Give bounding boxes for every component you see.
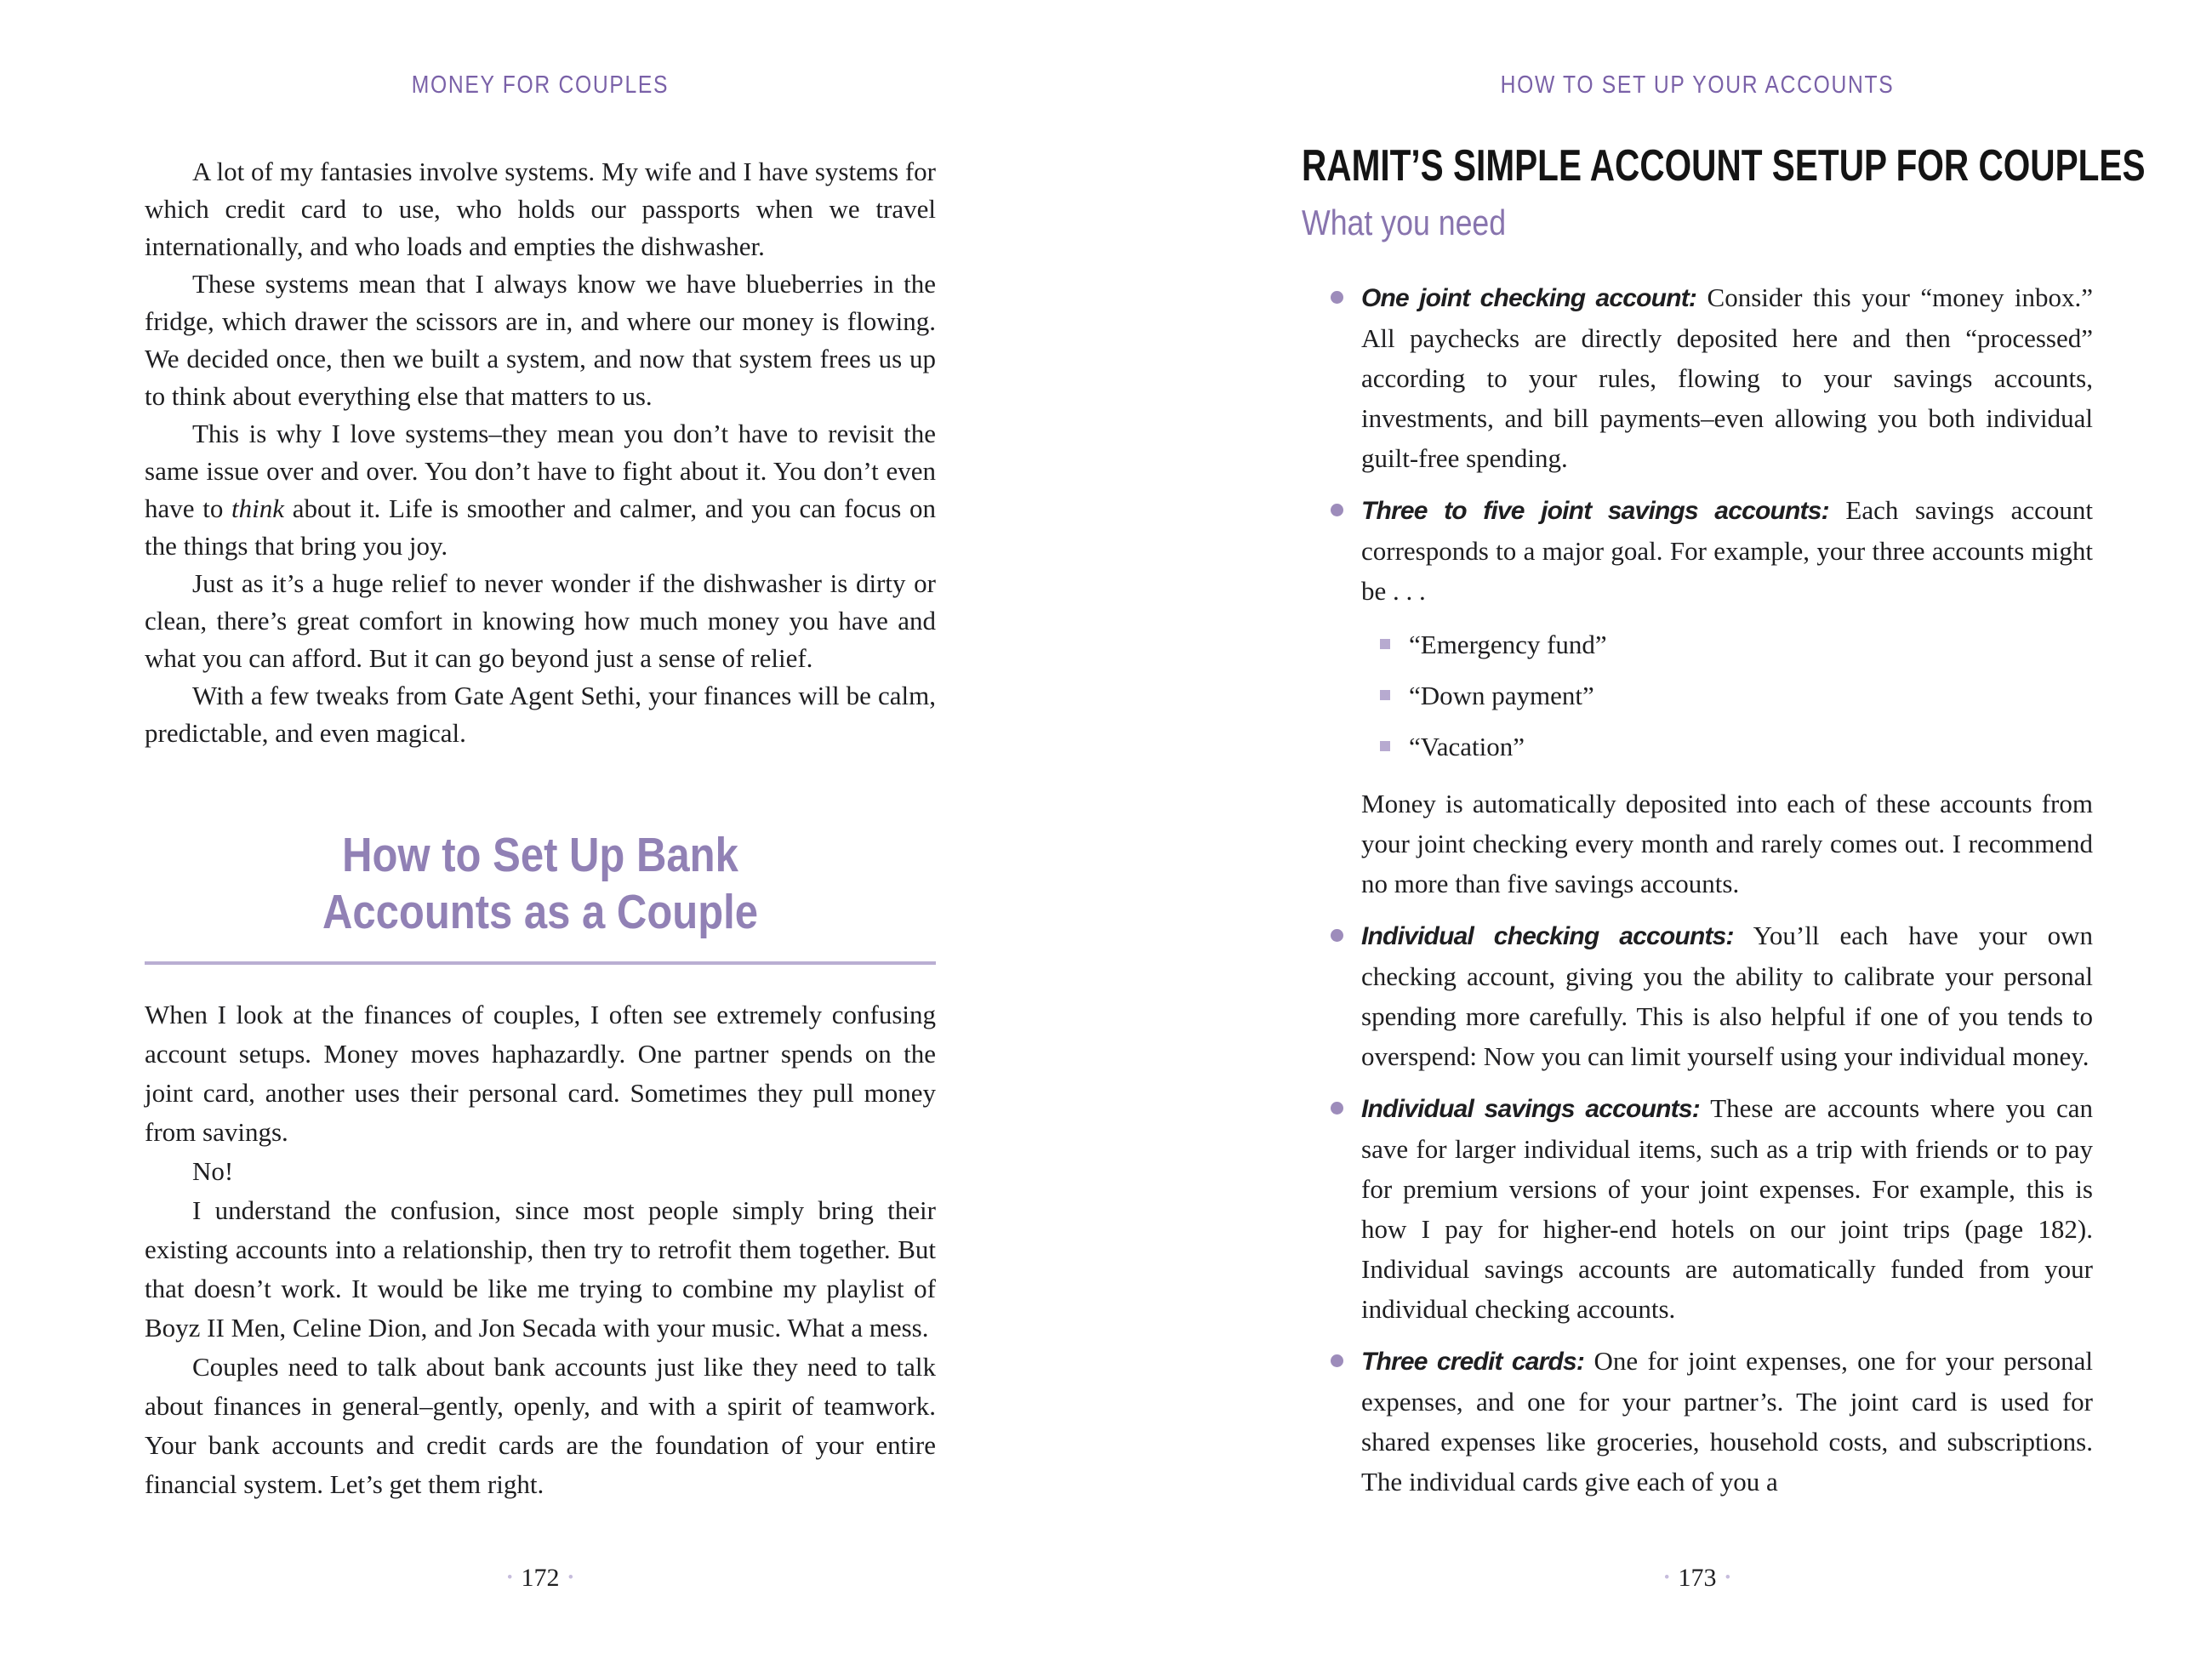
left-intro-text — [145, 153, 936, 752]
right-page — [1302, 0, 2146, 1659]
bullet-icon — [1331, 1354, 1343, 1367]
bullet-lead: Three to five joint savings accounts: — [1361, 497, 1829, 525]
bullet-body: Each savings account corresponds to a major goal. For example, your three accounts might be . . . — [1361, 495, 2093, 606]
left-page — [145, 0, 936, 1659]
bullet-body: Consider this your “money inbox.” All paychecks are directly deposited here and then “processed” according to your rules, flowing to your savings accounts, investments, and bill payments–even allowing you both individual guilt-free spending. — [1361, 282, 2093, 473]
sub-bullet-text: “Down payment” — [1409, 681, 1594, 710]
list-item — [1409, 624, 2093, 664]
chapter-title-line1: How to Set Up Bank — [342, 828, 738, 882]
bullet-icon — [1331, 504, 1343, 516]
paragraph: With a few tweaks from Gate Agent Sethi, your finances will be calm, predictable, and even magical. — [145, 681, 936, 748]
bullet-lead: Individual savings accounts: — [1361, 1095, 1700, 1123]
page-number: 172 — [521, 1564, 560, 1592]
square-bullet-icon — [1380, 639, 1390, 649]
bullet-text — [1361, 277, 2093, 478]
square-bullet-icon — [1380, 741, 1390, 751]
paragraph-text: about it. Life is smoother and calmer, and you can focus on the things that bring you joy. — [145, 493, 937, 561]
bullet-lead: Three credit cards: — [1361, 1348, 1585, 1376]
bullet-icon — [1331, 291, 1343, 304]
sub-bullet-text: “Emergency fund” — [1409, 630, 1607, 659]
folio-dot-icon: • — [1663, 1569, 1670, 1587]
bullet-lead: Individual checking accounts: — [1361, 922, 1734, 950]
italic-word: think — [231, 493, 285, 523]
paragraph — [145, 415, 936, 565]
paragraph: Couples need to talk about bank accounts just like they need to talk about finances in general–gently, openly, and with a spirit of teamwork. Your bank accounts and credit cards are the foundation of your entire financial system. Let’s get them right. — [145, 1352, 936, 1499]
bullet-body: One for joint expenses, one for your personal expenses, and one for your partner’s. The joint card is used for shared expenses like groceries, household costs, and subscriptions. The individual cards give each of you a — [1361, 1346, 2093, 1497]
paragraph: I understand the confusion, since most people simply bring their existing accounts into a relationship, then try to retrofit them together. But that doesn’t work. It would be like me trying to combine my playlist of Boyz II Men, Celine Dion, and Jon Secada with your music. What a mess. — [145, 1195, 936, 1343]
left-page-number — [145, 1564, 936, 1593]
folio-dot-icon: • — [506, 1569, 513, 1587]
list-item — [1361, 490, 2093, 904]
list-item — [1361, 1088, 2093, 1329]
folio-dot-icon: • — [1725, 1569, 1731, 1587]
paragraph: These systems mean that I always know we have blueberries in the fridge, which drawer the scissors are in, and where our money is flowing. We decided once, then we built a system, and now that system frees us up to think about everything else that matters to us. — [145, 269, 936, 411]
list-item — [1361, 1341, 2093, 1502]
bullet-text — [1361, 490, 2093, 611]
bullet-body: These are accounts where you can save for larger individual items, such as a trip with friends or to pay for premium versions of your joint expenses. For example, this is how I pay for higher-end hotels on our joint trips (page 182). Individual savings accounts are automatically funded from your individual checking accounts. — [1361, 1093, 2093, 1324]
list-item — [1409, 727, 2093, 767]
page-number: 173 — [1678, 1564, 1717, 1592]
right-running-head — [1302, 71, 2093, 99]
bullet-text — [1361, 1341, 2093, 1502]
bullet-continuation: Money is automatically deposited into each of these accounts from your joint checking every month and rarely comes out. I recommend no more than five savings accounts. — [1361, 789, 2093, 898]
section-title — [1302, 141, 2146, 191]
account-setup-list — [1302, 277, 2093, 1502]
bullet-icon — [1331, 1102, 1343, 1115]
bullet-lead: One joint checking account: — [1361, 284, 1697, 312]
sub-bullet-text: “Vacation” — [1409, 732, 1525, 761]
list-item — [1361, 277, 2093, 478]
section-title-text: RAMIT’S SIMPLE ACCOUNT SETUP FOR COUPLES — [1302, 141, 2146, 191]
right-page-number — [1302, 1564, 2093, 1593]
bullet-text — [1361, 1088, 2093, 1329]
savings-examples-list — [1361, 624, 2093, 767]
subsection-title-text: What you need — [1302, 202, 1507, 242]
section-divider — [145, 961, 936, 965]
left-section-text — [145, 995, 936, 1504]
folio-dot-icon: • — [567, 1569, 574, 1587]
chapter-title-line2: Accounts as a Couple — [322, 885, 759, 939]
right-running-head-text: HOW TO SET UP YOUR ACCOUNTS — [1500, 71, 1895, 99]
paragraph: A lot of my fantasies involve systems. My wife and I have systems for which credit card to use, who holds our passports when we travel internationally, and who loads and empties the dishwasher. — [145, 157, 936, 261]
list-item — [1409, 676, 2093, 715]
chapter-title — [145, 827, 936, 941]
paragraph-text: This is why I love systems–they mean you don’t have to revisit the same issue over and over. You don’t have to fight about it. You don’t even have to — [145, 419, 936, 523]
paragraph: Just as it’s a huge relief to never wonder if the dishwasher is dirty or clean, there’s great comfort in knowing how much money you have and what you can afford. But it can go beyond just a sense of relief. — [145, 568, 936, 673]
left-running-head — [145, 71, 936, 99]
paragraph: No! — [192, 1156, 234, 1186]
subsection-title — [1302, 202, 2093, 243]
square-bullet-icon — [1380, 690, 1390, 700]
left-running-head-text: MONEY FOR COUPLES — [411, 71, 670, 99]
list-item — [1361, 915, 2093, 1076]
paragraph: When I look at the finances of couples, I often see extremely confusing account setups. Money moves haphazardly. One partner spends on the joint card, another uses their personal card. Sometimes they pull money from savings. — [145, 1000, 936, 1147]
bullet-text — [1361, 915, 2093, 1076]
bullet-icon — [1331, 929, 1343, 942]
bullet-body: You’ll each have your own checking account, giving you the ability to calibrate your personal spending more carefully. This is also helpful if one of you tends to overspend: Now you can limit yourself using your individual money. — [1361, 921, 2093, 1071]
